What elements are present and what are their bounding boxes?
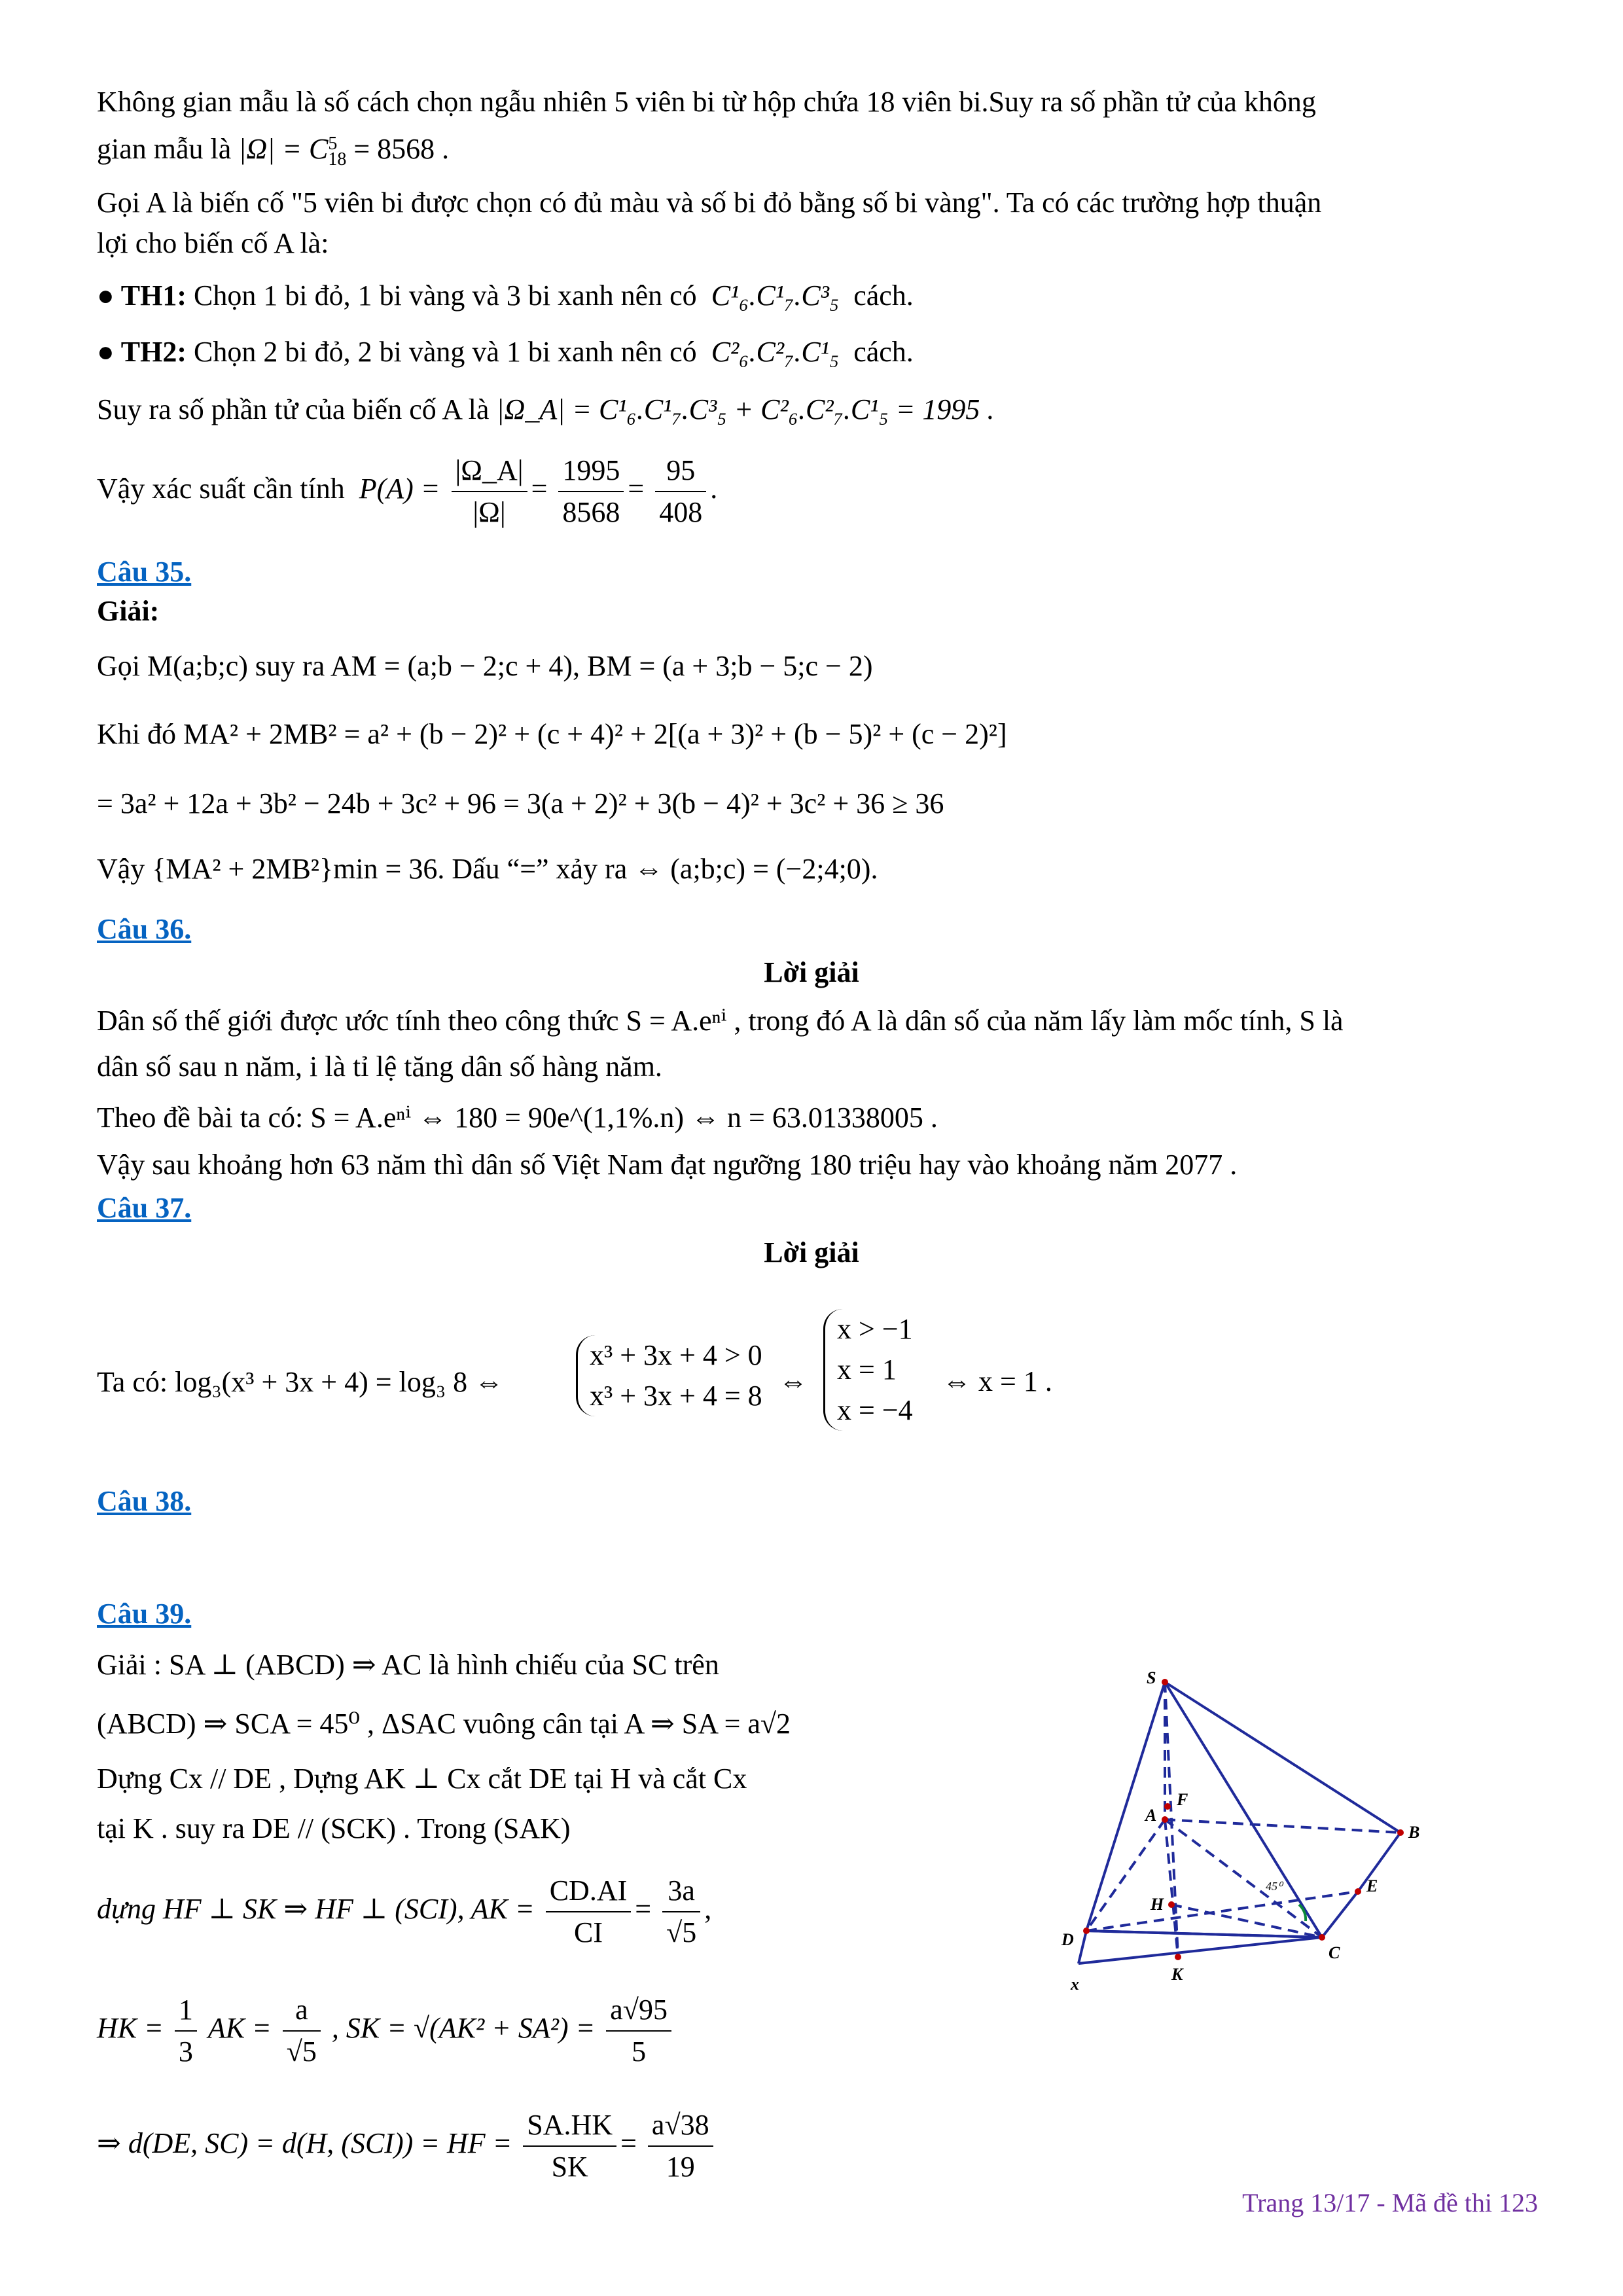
question-37-title[interactable]: Câu 37. xyxy=(97,1192,192,1224)
text-line: Suy ra số phần tử của biến cố A là |Ω_A| = C¹₆.C¹₇.C³₅ + C²₆.C²₇.C¹₅ = 1995 . xyxy=(97,393,995,425)
system-1: x³ + 3x + 4 > 0 x³ + 3x + 4 = 8 xyxy=(576,1335,762,1416)
text-line: Không gian mẫu là số cách chọn ngẫu nhiên 5 viên bi từ hộp chứa 18 viên bi.Suy ra số phần tử của không xyxy=(97,86,1316,118)
result: ⇔ x = 1 . xyxy=(942,1365,1052,1397)
text-line: Dựng Cx // DE , Dựng AK ⊥ Cx cắt DE tại H và cắt Cx xyxy=(97,1763,747,1795)
equivalence-arrow: ⇔ xyxy=(779,1365,808,1397)
point-D xyxy=(1083,1928,1090,1934)
label-F: F xyxy=(1177,1790,1188,1809)
edge-SB xyxy=(1165,1682,1400,1833)
label-B: B xyxy=(1408,1823,1420,1842)
line-HC xyxy=(1171,1905,1322,1937)
label-H: H xyxy=(1150,1895,1164,1914)
section-heading: Lời giải xyxy=(764,956,859,988)
formula-line: HK = $\frac{1}{3}$ AK = $\frac{a}{√5}$ , SK = √(AK² + SA²) = $\frac{a√95}{5}$ xyxy=(97,1990,675,2072)
point-A xyxy=(1162,1816,1168,1823)
point-B xyxy=(1397,1829,1404,1836)
case-th1: ● TH1: Chọn 1 bi đỏ, 1 bi vàng và 3 bi xanh nên có C¹₆.C¹₇.C³₅ cách. xyxy=(97,279,914,312)
edge-CE xyxy=(1322,1892,1358,1937)
text-line: Vậy {MA² + 2MB²}min = 36. Dấu “=” xảy ra ⇔ (a;b;c) = (−2;4;0). xyxy=(97,853,878,885)
label-angle: 45⁰ xyxy=(1266,1880,1283,1893)
text-line: dân số sau n năm, i là tỉ lệ tăng dân số hàng năm. xyxy=(97,1050,662,1083)
point-H xyxy=(1168,1901,1175,1908)
pyramid-figure xyxy=(1047,1662,1466,2003)
label-K: K xyxy=(1171,1965,1183,1984)
label-x: x xyxy=(1071,1975,1079,1994)
label-C: C xyxy=(1329,1943,1340,1962)
question-39-title[interactable]: Câu 39. xyxy=(97,1598,192,1630)
page-footer: Trang 13/17 - Mã đề thi 123 xyxy=(1242,2188,1538,2217)
edge-x xyxy=(1079,1931,1086,1964)
text-line: Gọi M(a;b;c) suy ra AM = (a;b − 2;c + 4), BM = (a + 3;b − 5;c − 2) xyxy=(97,650,873,682)
solution-label: Giải: xyxy=(97,595,160,627)
text-line: Vậy sau khoảng hơn 63 năm thì dân số Việt Nam đạt ngưỡng 180 triệu hay vào khoảng năm 2077 . xyxy=(97,1149,1238,1181)
edge-Cx xyxy=(1086,1931,1322,1937)
point-S xyxy=(1162,1679,1168,1685)
text-line: = 3a² + 12a + 3b² − 24b + 3c² + 96 = 3(a + 2)² + 3(b − 4)² + 3c² + 36 ≥ 36 xyxy=(97,787,944,819)
text-line: Khi đó MA² + 2MB² = a² + (b − 2)² + (c + 4)² + 2[(a + 3)² + (b − 5)² + (c − 2)²] xyxy=(97,718,1007,750)
text-line: Theo đề bài ta có: S = A.eⁿⁱ ⇔ 180 = 90e^(1,1%.n) ⇔ n = 63.01338005 . xyxy=(97,1102,938,1134)
line-DE xyxy=(1086,1892,1358,1931)
edge-EB xyxy=(1358,1833,1400,1892)
point-C xyxy=(1319,1934,1325,1941)
text-line: (ABCD) ⇒ SCA = 45⁰ , ΔSAC vuông cân tại A ⇒ SA = a√2 xyxy=(97,1708,791,1740)
probability-line: Vậy xác suất cần tính P(A) = $\frac{|\Omega\_A|}{|\Omega|}$ = $\frac{1995}{8568}$ = $\frac{95}{408}$ . xyxy=(97,450,717,533)
question-35-title[interactable]: Câu 35. xyxy=(97,556,192,588)
text-line: Giải : SA ⊥ (ABCD) ⇒ AC là hình chiếu của SC trên xyxy=(97,1649,719,1681)
case-th2: ● TH2: Chọn 2 bi đỏ, 2 bi vàng và 1 bi xanh nên có C²₆.C²₇.C¹₅ cách. xyxy=(97,336,914,368)
section-heading: Lời giải xyxy=(764,1236,859,1268)
system-2: x > −1 x = 1 x = −4 xyxy=(823,1309,913,1431)
text-line: Gọi A là biến cố "5 viên bi được chọn có đủ màu và số bi đỏ bằng số bi vàng". Ta có các trường hợp thuận xyxy=(97,187,1322,219)
text-line: gian mẫu là |Ω| = C 5 18 = 8568 . xyxy=(97,133,450,170)
formula-line: ⇒ d(DE, SC) = d(H, (SCI)) = HF = $\frac{SA.HK}{SK}$ = $\frac{a√38}{19}$ xyxy=(97,2105,717,2187)
edge-AB xyxy=(1165,1820,1400,1833)
label-A: A xyxy=(1145,1806,1157,1825)
question-36-title[interactable]: Câu 36. xyxy=(97,913,192,945)
point-F xyxy=(1164,1803,1171,1810)
text-line: Dân số thế giới được ước tính theo công thức S = A.eⁿⁱ , trong đó A là dân số của năm lấy làm mốc tính, S là xyxy=(97,1005,1344,1037)
text-line: lợi cho biến cố A là: xyxy=(97,227,329,259)
point-K xyxy=(1175,1954,1181,1960)
question-38-title[interactable]: Câu 38. xyxy=(97,1485,192,1517)
formula-line: dựng HF ⊥ SK ⇒ HF ⊥ (SCI), AK = $\frac{CD.AI}{CI}$ = $\frac{3a}{√5}$ , xyxy=(97,1871,711,1953)
line-Cx xyxy=(1079,1937,1322,1964)
text-line: tại K . suy ra DE // (SCK) . Trong (SAK) xyxy=(97,1812,571,1844)
point-E xyxy=(1355,1888,1361,1895)
label-E: E xyxy=(1366,1876,1378,1895)
text-line: Ta có: log₃(x³ + 3x + 4) = log₃ 8 ⇔ xyxy=(97,1366,504,1398)
label-D: D xyxy=(1061,1930,1074,1949)
label-S: S xyxy=(1147,1668,1156,1687)
edge-AD xyxy=(1086,1820,1165,1931)
